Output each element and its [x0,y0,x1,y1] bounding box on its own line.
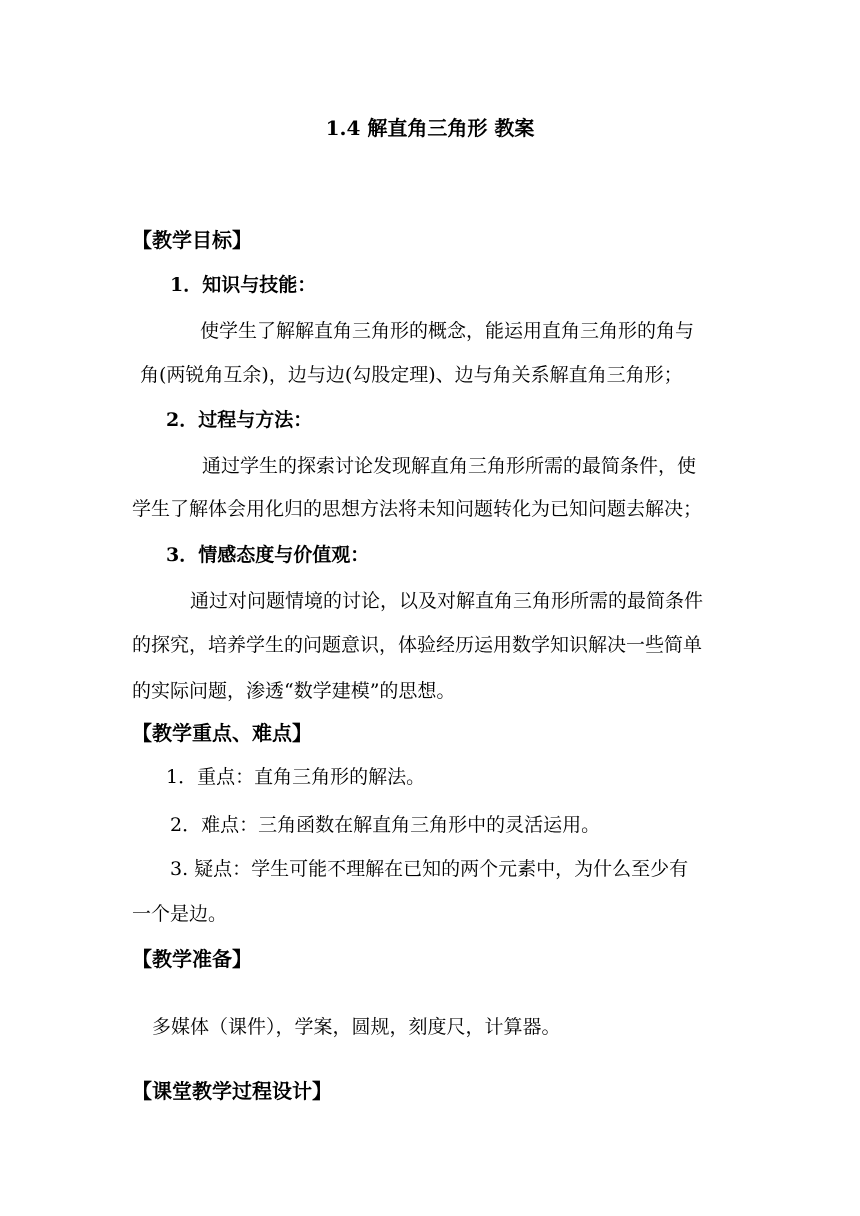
paragraph-line: 的实际问题，渗透“数学建模”的思想。 [132,680,456,702]
document-title: 1.4 解直角三角形 教案 [325,116,535,140]
paragraph-line: 的探究，培养学生的问题意识，体验经历运用数学知识解决一些简单 [132,634,703,656]
paragraph-line: 通过对问题情境的讨论，以及对解直角三角形所需的最简条件 [190,590,704,612]
heading-objectives: 【教学目标】 [132,228,252,252]
heading-process-design: 【课堂教学过程设计】 [132,1079,332,1103]
paragraph-line: 角(两锐角互余)，边与边(勾股定理)、边与角关系解直角三角形； [140,364,683,386]
heading-key-points: 【教学重点、难点】 [132,721,312,745]
paragraph-line: 通过学生的探索讨论发现解直角三角形所需的最简条件，使 [202,455,697,477]
paragraph-line: 使学生了解解直角三角形的概念，能运用直角三角形的角与 [200,320,695,342]
subheading-process: 2．过程与方法： [166,409,313,431]
paragraph-line: 学生了解体会用化归的思想方法将未知问题转化为已知问题去解决； [132,498,703,520]
list-item: 3. 疑点：学生可能不理解在已知的两个元素中，为什么至少有 [170,858,689,880]
list-item: 一个是边。 [132,903,228,925]
subheading-knowledge: 1．知识与技能： [170,274,317,296]
list-item: 1．重点：直角三角形的解法。 [166,766,426,788]
heading-preparation: 【教学准备】 [132,947,252,971]
list-item: 2．难点：三角函数在解直角三角形中的灵活运用。 [170,814,601,836]
preparation-text: 多媒体（课件），学案，圆规，刻度尺，计算器。 [152,1016,561,1038]
subheading-emotion: 3．情感态度与价值观： [166,544,370,566]
